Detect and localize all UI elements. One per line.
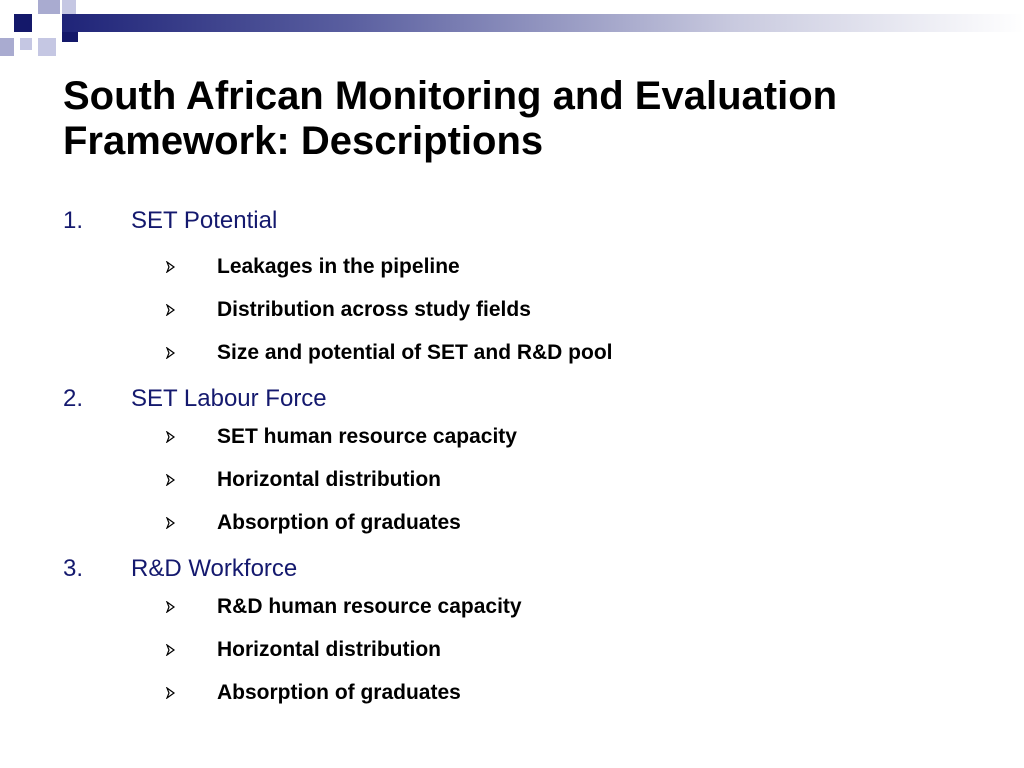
decorative-square (0, 38, 14, 56)
bullet-text: Distribution across study fields (217, 298, 531, 321)
arrow-bullet-icon (165, 261, 181, 273)
bullet-text: Leakages in the pipeline (217, 255, 460, 278)
slide-title (63, 74, 993, 164)
slide-title-line-2: Framework: Descriptions (63, 119, 544, 163)
arrow-bullet-icon (165, 687, 181, 699)
bullet-item (165, 680, 461, 706)
arrow-bullet-icon (165, 304, 181, 316)
section-heading-text: SET Potential (131, 207, 278, 234)
bullet-text: R&D human resource capacity (217, 595, 522, 618)
decorative-square (20, 38, 32, 50)
bullet-item (165, 637, 441, 663)
section-number: 2. (63, 385, 84, 412)
decorative-square (38, 38, 56, 56)
decorative-square (38, 0, 60, 14)
section-number: 3. (63, 555, 84, 582)
arrow-bullet-icon (165, 601, 181, 613)
bullet-text: SET human resource capacity (217, 425, 517, 448)
section-heading-text: R&D Workforce (131, 555, 298, 582)
arrow-bullet-icon (165, 644, 181, 656)
decorative-square (62, 32, 78, 42)
section-number: 1. (63, 207, 84, 234)
section-heading-text: SET Labour Force (131, 385, 327, 412)
bullet-text: Absorption of graduates (217, 681, 461, 704)
bullet-item (165, 340, 613, 366)
bullet-item (165, 254, 460, 280)
bullet-item (165, 594, 522, 620)
bullet-item (165, 297, 531, 323)
section-heading-3 (63, 554, 297, 584)
bullet-item (165, 467, 441, 493)
bullet-text: Horizontal distribution (217, 638, 441, 661)
decorative-square (62, 0, 76, 14)
section-heading-1 (63, 206, 277, 236)
section-heading-2 (63, 384, 327, 414)
arrow-bullet-icon (165, 517, 181, 529)
header-gradient-band (62, 14, 1024, 32)
slide-title-line-1: South African Monitoring and Evaluation (63, 74, 838, 118)
decorative-square (14, 14, 32, 32)
arrow-bullet-icon (165, 431, 181, 443)
bullet-item (165, 510, 461, 536)
bullet-item (165, 424, 517, 450)
arrow-bullet-icon (165, 347, 181, 359)
bullet-text: Absorption of graduates (217, 511, 461, 534)
arrow-bullet-icon (165, 474, 181, 486)
bullet-text: Size and potential of SET and R&D pool (217, 341, 613, 364)
bullet-text: Horizontal distribution (217, 468, 441, 491)
